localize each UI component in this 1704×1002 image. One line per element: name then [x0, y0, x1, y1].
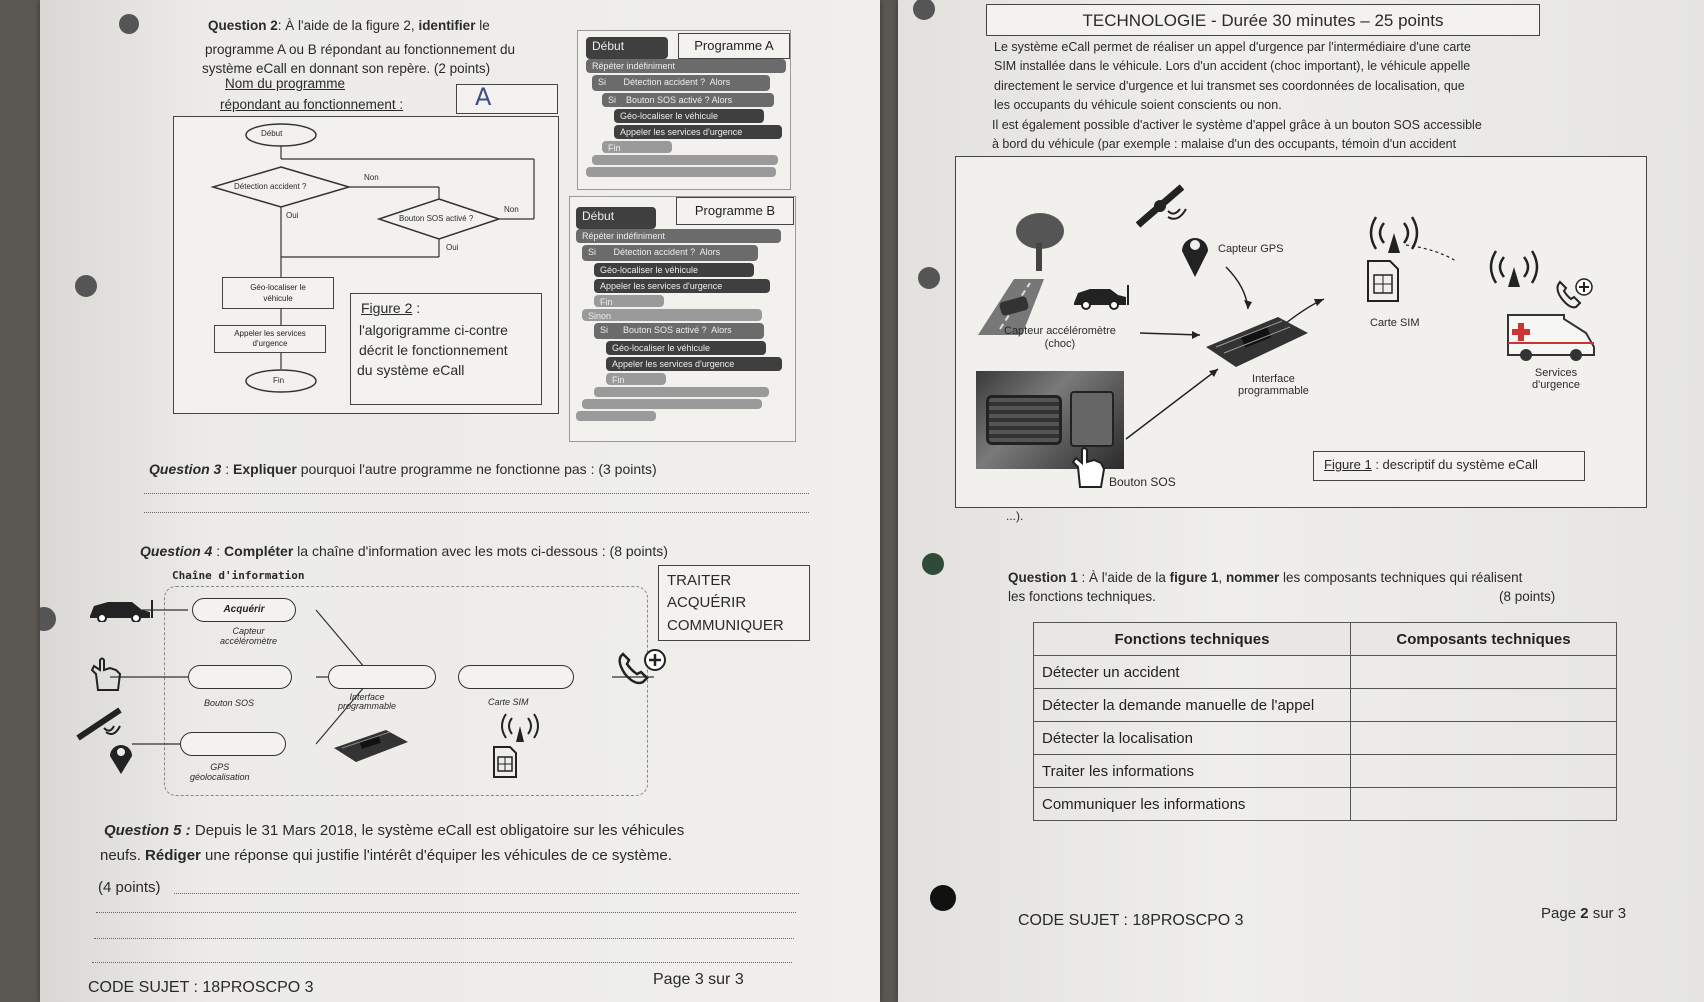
figure2-line3: du système eCall: [357, 362, 465, 378]
flow-yes2: Oui: [446, 243, 459, 252]
q5-line1: Question 5 : Depuis le 31 Mars 2018, le système eCall est obligatoire sur les véhicules: [104, 822, 685, 839]
prog-a-geoloc: Géo-localiser le véhicule: [614, 109, 764, 123]
flow-no2: Non: [504, 205, 519, 214]
antenna-icon: [500, 712, 540, 744]
intro-end: ...).: [1006, 509, 1024, 523]
q3-text: Question 3 : Expliquer pourquoi l'autre programme ne fonctionne pas : (3 points): [149, 461, 657, 477]
antenna-icon: [1366, 215, 1422, 255]
phone-plus-icon: [1554, 277, 1598, 313]
sim-card-icon: [492, 745, 518, 779]
prog-b-close3: [576, 411, 656, 421]
prog-a-end: Fin: [602, 141, 672, 153]
table-answer-cell[interactable]: [1351, 788, 1617, 821]
prog-b-end1: Fin: [594, 295, 664, 307]
chain-arrows: [80, 576, 720, 816]
ambulance-icon: [1504, 309, 1604, 365]
q2-line3: système eCall en donnant son repère. (2 points): [202, 61, 491, 76]
flow-yes1: Oui: [286, 211, 299, 220]
q1-line2: les fonctions techniques.: [1008, 589, 1156, 604]
q2-answer-box[interactable]: [456, 84, 558, 114]
fig1-services: Services d'urgence: [1532, 367, 1580, 391]
page-3: [40, 0, 880, 1002]
table-answer-cell[interactable]: [1351, 689, 1617, 722]
antenna-icon: [1486, 249, 1542, 289]
sim-card-icon: [1366, 259, 1400, 303]
intro-line-6: à bord du véhicule (par exemple : malaise d'un des occupants, témoin d'un accident: [992, 137, 1457, 151]
q1-points: (8 points): [1499, 589, 1556, 604]
punch-hole: [930, 885, 956, 911]
prog-b-else: Sinon: [582, 309, 762, 321]
prog-a-start: Début: [586, 37, 668, 59]
figure2-caption-box: [350, 293, 542, 405]
q3-answer-line-1[interactable]: [144, 493, 809, 494]
programme-b: [569, 196, 796, 442]
q5-line2: neufs. Rédiger une réponse qui justifie l'intérêt d'équiper les véhicules de ce système.: [100, 847, 672, 864]
punch-hole: [913, 0, 935, 20]
table-cell: Communiquer les informations: [1034, 788, 1351, 821]
punch-hole: [119, 14, 139, 34]
q2-line2: programme A ou B répondant au fonctionnement du: [205, 42, 515, 57]
prog-b-close1: [594, 387, 769, 397]
car-icon: [86, 596, 156, 622]
table-answer-cell[interactable]: [1351, 722, 1617, 755]
chain-sim-label-text: Carte SIM: [488, 697, 529, 707]
location-pin-icon: [106, 740, 136, 776]
car-icon: [1072, 281, 1132, 311]
q4-text: Question 4 : Compléter la chaîne d'information avec les mots ci-dessous : (8 points): [140, 543, 668, 559]
prog-b-if1: Si Détection accident ? Alors: [582, 245, 758, 261]
table-row: [1034, 689, 1617, 722]
prog-b-geoloc1: Géo-localiser le véhicule: [594, 263, 754, 277]
table-row: [1034, 656, 1617, 689]
flowchart-frame: [173, 116, 559, 414]
hand-pointer-icon: [1068, 445, 1108, 489]
chain-interface-label: Interface programmable: [338, 692, 397, 711]
fig1-sim: Carte SIM: [1370, 317, 1420, 329]
flow-detect: Détection accident ?: [234, 182, 307, 191]
table-header: Fonctions techniques: [1034, 623, 1351, 656]
table-answer-cell[interactable]: [1351, 656, 1617, 689]
prog-a-call: Appeler les services d'urgence: [614, 125, 782, 139]
chain-gps-label: GPS géolocalisation: [190, 762, 250, 782]
functions-table: [1033, 622, 1617, 821]
tree-icon: [974, 209, 1074, 339]
figure2-line1: l'algorigramme ci-contre: [359, 322, 508, 338]
word-communiquer: COMMUNIQUER: [667, 617, 784, 634]
prog-b-close2: [582, 399, 762, 409]
q5-answer-line-1[interactable]: [174, 893, 799, 894]
q2-line1: Question 2: À l'aide de la figure 2, identifier le: [208, 18, 490, 33]
q2-name-label-2: répondant au fonctionnement :: [220, 97, 404, 112]
programme-b-title: Programme B: [676, 197, 794, 225]
prog-a-if2: Si Bouton SOS activé ? Alors: [602, 93, 774, 107]
punch-hole: [922, 553, 944, 575]
section-header: [986, 4, 1540, 36]
prog-a-repeat: Répéter indéfiniment: [586, 59, 786, 73]
chain-sos-label: Bouton SOS: [204, 698, 255, 708]
programme-a-title: Programme A: [678, 33, 790, 59]
flow-call: Appeler les services d'urgence: [214, 325, 326, 353]
flow-no1: Non: [364, 173, 379, 182]
table-header: Composants techniques: [1351, 623, 1617, 656]
q1-line1: Question 1 : À l'aide de la figure 1, nommer les composants techniques qui réalisent: [1008, 570, 1523, 585]
table-cell: Détecter la localisation: [1034, 722, 1351, 755]
left-footer-code: CODE SUJET : 18PROSCPO 3: [88, 979, 314, 996]
figure2-line2: décrit le fonctionnement: [359, 342, 508, 358]
figure1-caption: Figure 1 : descriptif du système eCall: [1313, 451, 1585, 481]
phone-plus-icon: [615, 648, 671, 688]
word-traiter: TRAITER: [667, 572, 732, 589]
location-pin-icon: [1178, 229, 1212, 279]
q2-name-label: Nom du programme: [225, 76, 346, 91]
table-answer-cell[interactable]: [1351, 755, 1617, 788]
programme-a: [577, 30, 791, 190]
fig1-sos: Bouton SOS: [1109, 475, 1176, 489]
q3-answer-line-2[interactable]: [144, 512, 809, 513]
chain-acquire: Acquérir: [192, 598, 296, 622]
prog-a-close2: [586, 167, 776, 177]
table-row: [1034, 788, 1617, 821]
intro-line-4: les occupants du véhicule soient conscients ou non.: [994, 98, 1282, 112]
prog-b-call2: Appeler les services d'urgence: [606, 357, 782, 371]
flow-geoloc: Géo-localiser le véhicule: [222, 277, 334, 309]
q5-answer-line-2[interactable]: [96, 912, 796, 913]
chain-blank-1[interactable]: [188, 665, 292, 689]
prog-b-geoloc2: Géo-localiser le véhicule: [606, 341, 766, 355]
flow-start: Début: [261, 129, 283, 138]
page-2: [898, 0, 1704, 1002]
q2-handwritten-answer: A: [475, 83, 492, 111]
left-footer-page: Page 3 sur 3: [653, 971, 744, 988]
prog-b-end2: Fin: [606, 373, 666, 385]
prog-b-if2: Si Bouton SOS activé ? Alors: [594, 323, 764, 339]
figure1-frame: [955, 156, 1647, 508]
table-cell: Traiter les informations: [1034, 755, 1351, 788]
q5-answer-line-3[interactable]: [94, 938, 794, 939]
satellite-icon: [1134, 179, 1194, 229]
intro-line-3: directement le service d'urgence et lui transmet ses coordonnées de localisation, que: [994, 79, 1465, 93]
right-footer-page: Page 2 sur 3: [1541, 905, 1627, 922]
fig1-accel: Capteur accéléromètre (choc): [1004, 325, 1116, 350]
hand-pointer-icon: [86, 656, 126, 692]
prog-b-call1: Appeler les services d'urgence: [594, 279, 770, 293]
right-footer-code: CODE SUJET : 18PROSCPO 3: [1018, 912, 1244, 929]
table-cell: Détecter un accident: [1034, 656, 1351, 689]
chain-blank-2[interactable]: [328, 665, 436, 689]
circuit-board-icon: [1202, 307, 1312, 371]
chain-blank-4[interactable]: [180, 732, 286, 756]
prog-a-if1: Si Détection accident ? Alors: [592, 75, 770, 91]
table-header-row: [1034, 623, 1617, 656]
prog-b-repeat: Répéter indéfiniment: [576, 229, 781, 243]
word-acquerir: ACQUÉRIR: [667, 594, 747, 611]
section-header-text: TECHNOLOGIE - Durée 30 minutes – 25 points: [1082, 11, 1444, 30]
table-row: [1034, 755, 1617, 788]
satellite-icon: [74, 704, 126, 744]
fig1-gps: Capteur GPS: [1218, 243, 1284, 255]
q4-word-box: [658, 565, 810, 641]
flow-sos: Bouton SOS activé ?: [399, 214, 474, 223]
prog-b-start: Début: [576, 207, 656, 229]
q5-answer-line-4[interactable]: [92, 962, 792, 963]
prog-a-close1: [592, 155, 778, 165]
circuit-board-icon: [330, 722, 410, 766]
flow-end: Fin: [273, 376, 285, 385]
chain-blank-3[interactable]: [458, 665, 574, 689]
chain-title: Chaîne d'information: [172, 569, 305, 582]
punch-hole: [40, 607, 56, 631]
punch-hole: [75, 275, 97, 297]
intro-line-5: Il est également possible d'activer le système d'appel grâce à un bouton SOS accessible: [992, 118, 1482, 132]
chain-sensor-label: Capteur accéléromètre: [220, 626, 278, 646]
punch-hole: [918, 267, 940, 289]
intro-line-2: SIM installée dans le véhicule. Lors d'un accident (choc important), le véhicule appelle: [994, 59, 1471, 73]
q5-points: (4 points): [98, 879, 161, 896]
table-cell: Détecter la demande manuelle de l'appel: [1034, 689, 1351, 722]
intro-line-1: Le système eCall permet de réaliser un appel d'urgence par l'intermédiaire d'une carte: [994, 40, 1471, 54]
table-row: [1034, 722, 1617, 755]
fig1-interface: Interface programmable: [1238, 373, 1309, 397]
figure2-title: Figure 2 :: [361, 300, 421, 316]
